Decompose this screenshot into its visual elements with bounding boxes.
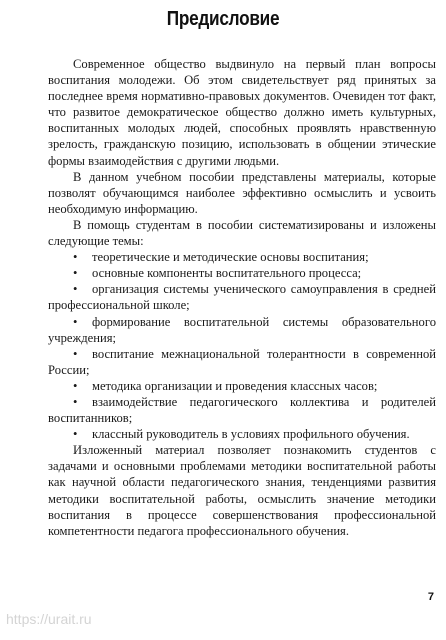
bullet-icon: •: [73, 378, 78, 393]
list-item-text: методика организации и проведения классных часов;: [92, 378, 378, 393]
page-title: Предисловие: [166, 8, 280, 30]
bullet-icon: •: [73, 346, 78, 361]
list-item-text: теоретические и методические основы воспитания;: [92, 250, 369, 265]
topics-list: [48, 249, 436, 442]
bullet-icon: •: [73, 282, 78, 297]
list-item-text: классный руководитель в условиях профильного обучения.: [92, 427, 410, 442]
list-item: [48, 394, 436, 426]
bullet-icon: •: [73, 250, 78, 265]
preface-body: [48, 56, 436, 539]
paragraph-intro: Современное общество выдвинуло на первый план вопросы воспитания молодежи. Об этом свидетельствует ряд принятых за последнее время нормативно-правовых документов. Очевиден тот факт, что развитое демократическое общество должно иметь культурных, воспитанных молодых людей, способных проявлять нравственную зрелость, гражданскую позицию, использовать в общении этические формы взаимодействия с другими людьми.: [48, 57, 436, 168]
list-item-text: организация системы ученического самоуправления в средней профессиональной школе;: [48, 282, 436, 313]
list-item: [48, 346, 436, 378]
bullet-icon: •: [73, 266, 78, 281]
paragraph-conclusion: Изложенный материал позволяет познакомить студентов с задачами и основными проблемами методики воспитательной работы как научной области педагогического знания, тенденциями развития методики воспитательной работы, осмыслить значение методики воспитания в процессе совершенствования профессиональной компетентности педагога профессионального обучения.: [48, 443, 436, 538]
list-item: [48, 426, 436, 442]
list-item-text: воспитание межнациональной толерантности в современной России;: [48, 346, 436, 377]
paragraph-topics-lead: В помощь студентам в пособии систематизированы и изложены следующие темы:: [48, 217, 436, 249]
list-item-text: взаимодействие педагогического коллектива и родителей воспитанников;: [48, 394, 436, 426]
bullet-icon: •: [73, 314, 78, 329]
bullet-icon: •: [73, 394, 78, 409]
list-item: [48, 281, 436, 313]
list-item: [48, 314, 436, 346]
page-number: 7: [427, 591, 434, 603]
list-item: [48, 249, 436, 265]
list-item-text: формирование воспитательной системы образовательного учреждения;: [48, 314, 436, 345]
paragraph-materials: В данном учебном пособии представлены материалы, которые позволят обучающимся наиболее эффективно осмыслить и усвоить необходимую информацию.: [48, 169, 436, 216]
bullet-icon: •: [73, 427, 78, 442]
list-item: [48, 378, 436, 394]
list-item-text: основные компоненты воспитательного процесса;: [92, 266, 362, 281]
watermark-link[interactable]: https://urait.ru: [6, 611, 92, 627]
list-item: [48, 265, 436, 281]
